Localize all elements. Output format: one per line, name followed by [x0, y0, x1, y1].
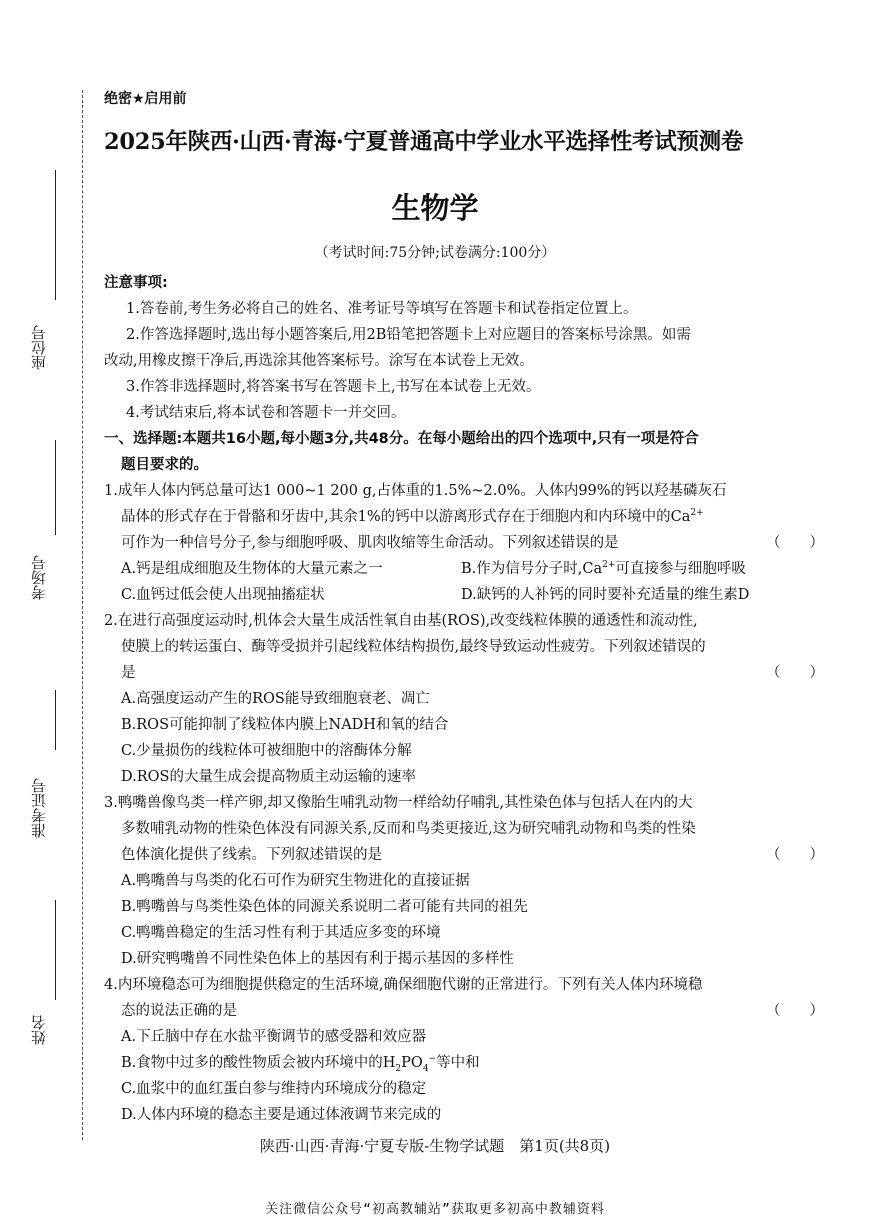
- answer-bracket: （ ）: [766, 1003, 824, 1019]
- q3-option-a: A.鸭嘴兽与鸟类的化石可作为研究生物进化的直接证据: [121, 873, 470, 889]
- answer-bracket: （ ）: [766, 847, 824, 863]
- q2-stem-line1: 2.在进行高强度运动时,机体会大量生成活性氧自由基(ROS),改变线粒体膜的通透性和流动性,: [104, 613, 698, 629]
- exam-body: [104, 270, 826, 1128]
- q2-option-b: B.ROS可能抑制了线粒体内膜上NADH和氧的结合: [121, 717, 449, 733]
- q1-stem-line3: 可作为一种信号分子,参与细胞呼吸、肌肉收缩等生命活动。下列叙述错误的是 （ ）: [104, 530, 826, 556]
- exam-info: （考试时间:75分钟;试卷满分:100分）: [314, 245, 556, 261]
- q2-option-d: D.ROS的大量生成会提高物质主动运输的速率: [121, 769, 416, 785]
- subject-title: 生物学: [391, 191, 479, 225]
- q1-options-row1: [104, 556, 826, 582]
- section-heading-line2: 题目要求的。: [121, 457, 208, 473]
- answer-bracket: （ ）: [766, 665, 824, 681]
- q2-option-a: A.高强度运动产生的ROS能导致细胞衰老、凋亡: [121, 691, 430, 707]
- name-line: [55, 900, 56, 1000]
- q1-stem-line1: 1.成年人体内钙总量可达1 000~1 200 g,占体重的1.5%~2.0%。人体内99%的钙以羟基磷灰石: [104, 483, 727, 499]
- ticket-line: [55, 690, 56, 750]
- q4-option-b: B.食物中过多的酸性物质会被内环境中的$H_2PO_4^-$等中和: [121, 1054, 480, 1074]
- confidential-mark: 绝密★启用前: [104, 91, 187, 107]
- notes-item-4: 4.考试结束后,将本试卷和答题卡一并交回。: [126, 405, 406, 421]
- ticket-label: 准考证号: [30, 778, 48, 838]
- q3-option-c: C.鸭嘴兽稳定的生活习性有利于其适应多变的环境: [121, 925, 441, 941]
- answer-bracket: （ ）: [766, 535, 824, 551]
- q1-options-row2: [104, 582, 826, 608]
- q2-stem-line3: 是 （ ）: [104, 660, 826, 686]
- q4-stem-line2: 态的说法正确的是 （ ）: [104, 998, 826, 1024]
- room-line: [55, 440, 56, 535]
- q4-option-c: C.血浆中的血红蛋白参与维持内环境成分的稳定: [121, 1081, 427, 1097]
- name-label: 姓名: [30, 1015, 48, 1045]
- notes-item-2a: 2.作答选择题时,选出每小题答案后,用2B铅笔把答题卡上对应题目的答案标号涂黑。如需: [126, 327, 691, 343]
- q1-option-c: C.血钙过低会使人出现抽搐症状: [121, 587, 325, 603]
- exam-title: 2025年陕西·山西·青海·宁夏普通高中学业水平选择性考试预测卷: [104, 129, 744, 155]
- q4-stem-line1: 4.内环境稳态可为细胞提供稳定的生活环境,确保细胞代谢的正常进行。下列有关人体内环境稳: [104, 977, 703, 993]
- q2-stem-line2: 使膜上的转运蛋白、酶等受损并引起线粒体结构损伤,最终导致运动性疲劳。下列叙述错误的: [121, 639, 706, 655]
- page-footer: 陕西·山西·青海·宁夏专版-生物学试题 第1页(共8页): [259, 1137, 611, 1155]
- q3-stem-line1: 3.鸭嘴兽像鸟类一样产卵,却又像胎生哺乳动物一样给幼仔哺乳,其性染色体与包括人在内的大: [104, 795, 693, 811]
- q3-option-b: B.鸭嘴兽与鸟类性染色体的同源关系说明二者可能有共同的祖先: [121, 899, 528, 915]
- notes-item-1: 1.答卷前,考生务必将自己的姓名、准考证号等填写在答题卡和试卷指定位置上。: [126, 301, 638, 317]
- notes-heading: 注意事项:: [104, 275, 168, 291]
- seat-label: 座位号: [30, 325, 48, 370]
- q1-option-d: D.缺钙的人补钙的同时要补充适量的维生素D: [461, 587, 750, 603]
- q3-option-d: D.研究鸭嘴兽不同性染色体上的基因有利于揭示基因的多样性: [121, 951, 514, 967]
- notes-item-2b: 改动,用橡皮擦干净后,再选涂其他答案标号。涂写在本试卷上无效。: [104, 353, 534, 369]
- section-heading-line1: 一、选择题:本题共16小题,每小题3分,共48分。在每小题给出的四个选项中,只有一项是符合: [104, 431, 699, 447]
- q1-option-a: A.钙是组成细胞及生物体的大量元素之一: [121, 561, 383, 577]
- q1-charge: 2+: [690, 508, 704, 519]
- q4-option-a: A.下丘脑中存在水盐平衡调节的感受器和效应器: [121, 1029, 427, 1045]
- q4-option-d: D.人体内环境的稳态主要是通过体液调节来完成的: [121, 1107, 442, 1123]
- q1-stem-line2: 晶体的形式存在于骨骼和牙齿中,其余1%的钙中以游离形式存在于细胞内和内环境中的$Ca^{2+}$: [121, 508, 704, 525]
- q1-option-b: B.作为信号分子时$,Ca^{2+}$可直接参与细胞呼吸: [461, 560, 746, 577]
- q3-stem-line2: 多数哺乳动物的性染色体没有同源关系,反而和鸟类更接近,这为研究哺乳动物和鸟类的性染: [121, 821, 696, 837]
- q2-option-c: C.少量损伤的线粒体可被细胞中的溶酶体分解: [121, 743, 412, 759]
- q3-stem-line3: 色体演化提供了线索。下列叙述错误的是 （ ）: [104, 842, 826, 868]
- notes-item-3: 3.作答非选择题时,将答案书写在答题卡上,书写在本试卷上无效。: [126, 379, 541, 395]
- room-label: 考场号: [30, 555, 48, 600]
- bottom-note: 关注微信公众号“初高教辅站”获取更多初高中教辅资料: [265, 1202, 605, 1217]
